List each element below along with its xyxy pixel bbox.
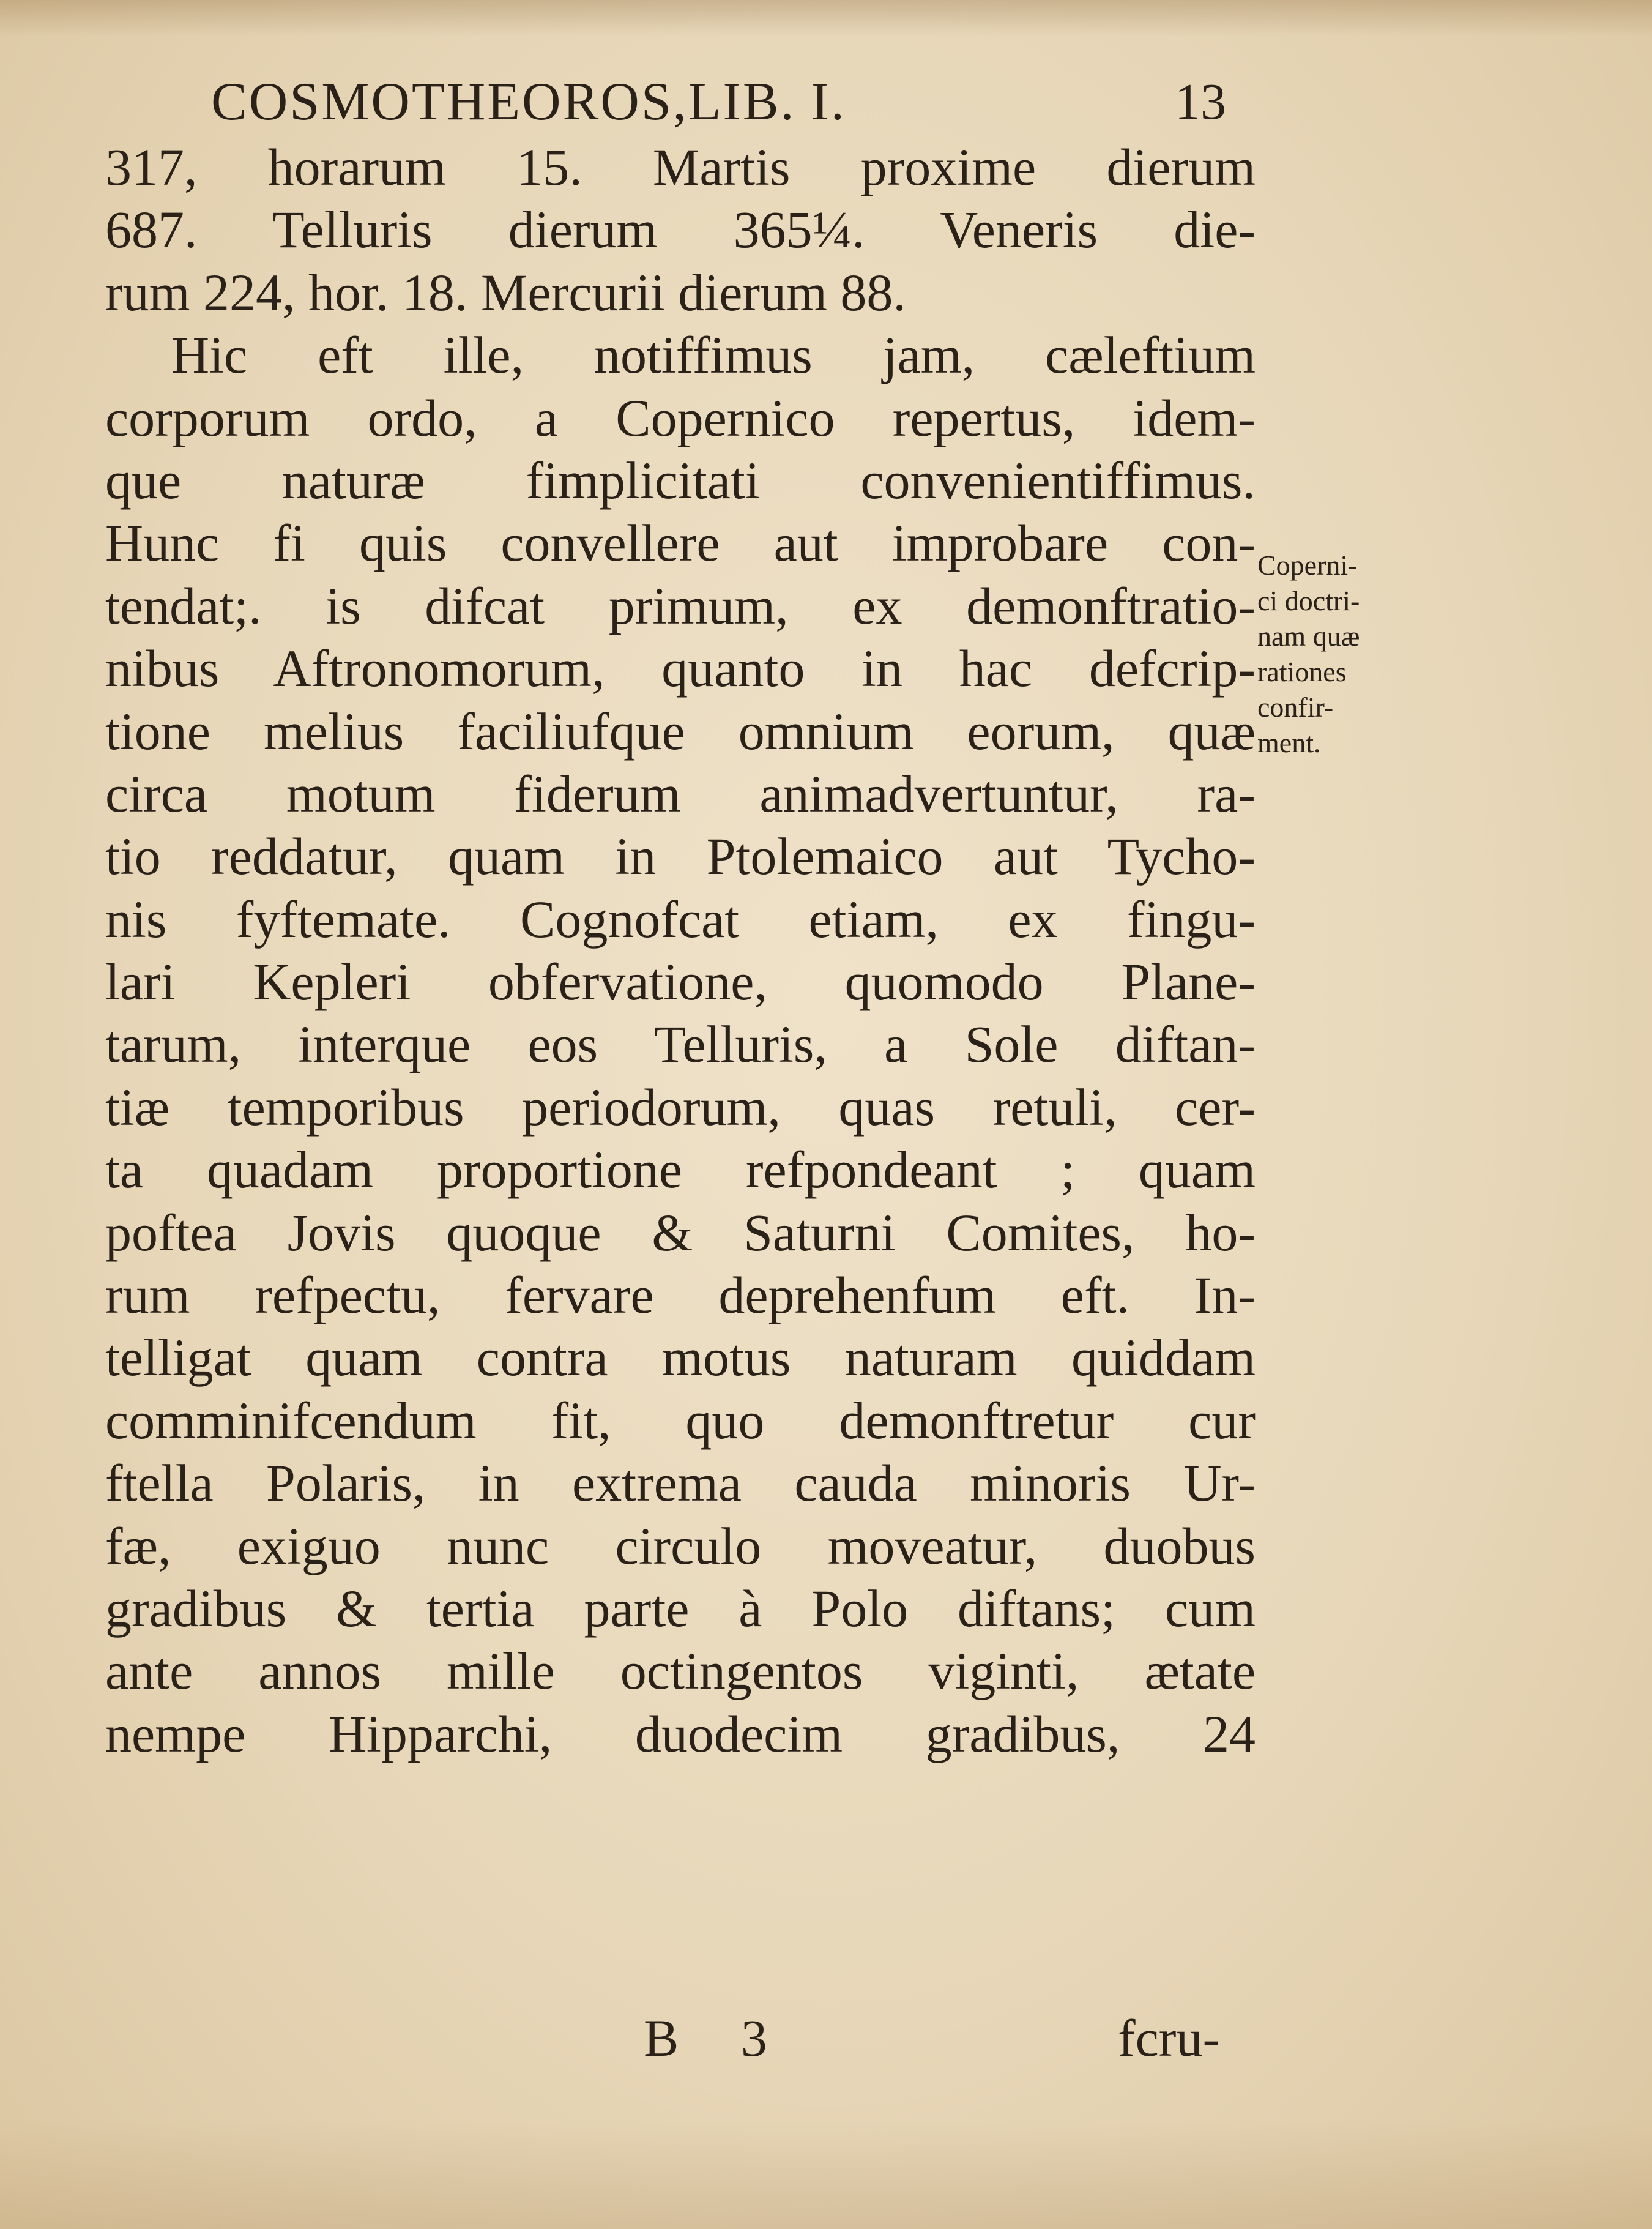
text-line: nempe Hipparchi, duodecim gradibus, 24 (105, 1704, 1256, 1763)
signature-mark: B 3 (644, 2009, 792, 2067)
text-line: tarum, interque eos Telluris, a Sole diftan- (105, 1015, 1256, 1074)
margin-note-line: ment. (1257, 727, 1321, 758)
text-line: circa motum fiderum animadvertuntur, ra- (105, 764, 1256, 823)
running-head (211, 69, 1251, 136)
text-line: rum refpectu, fervare deprehenfum eft. In- (105, 1266, 1256, 1325)
text-line: tendat;. is difcat primum, ex demonftratio- (105, 576, 1256, 635)
text-line: ta quadam proportione refpondeant ; quam (105, 1140, 1256, 1200)
margin-note (1257, 548, 1416, 761)
text-line: ante annos mille octingentos viginti, ætate (105, 1641, 1256, 1701)
page-edge-shadow-top (0, 0, 1652, 37)
text-line: Hunc fi quis convellere aut improbare con- (105, 513, 1256, 573)
footer-line (105, 2004, 1256, 2072)
text-line: tione melius faciliufque omnium eorum, quæ (105, 701, 1256, 761)
text-line: tiæ temporibus periodorum, quas retuli, cer- (105, 1077, 1256, 1137)
page-edge-shadow-bottom (0, 2119, 1652, 2229)
margin-note-line: nam quæ (1257, 621, 1360, 652)
text-line: nis fyftemate. Cognofcat etiam, ex fingu- (105, 889, 1256, 949)
catchword: fcru- (1118, 2009, 1221, 2067)
margin-note-line: rationes (1257, 656, 1347, 687)
text-line: 317, horarum 15. Martis proxime dierum (105, 138, 1256, 196)
margin-note-line: confir- (1257, 692, 1334, 723)
text-line: lari Kepleri obfervatione, quomodo Plane- (105, 952, 1256, 1012)
body-text (105, 136, 1256, 1765)
text-line: rum 224, hor. 18. Mercurii dierum 88. (105, 263, 906, 322)
page-number: 13 (1175, 73, 1226, 130)
text-line: 687. Telluris dierum 365¼. Veneris die- (105, 200, 1256, 259)
text-line: nibus Aftronomorum, quanto in hac defcrip- (105, 639, 1256, 698)
margin-note-line: Coperni- (1257, 550, 1358, 581)
running-head-title: COSMOTHEOROS,LIB. I. (211, 72, 846, 132)
text-line: corporum ordo, a Copernico repertus, idem- (105, 388, 1256, 447)
text-line: Hic eft ille, notiffimus jam, cæleftium (171, 326, 1256, 385)
text-line: ftella Polaris, in extrema cauda minoris Ur- (105, 1454, 1256, 1513)
text-line: telligat quam contra motus naturam quiddam (105, 1328, 1256, 1387)
text-line: fæ, exiguo nunc circulo moveatur, duobus (105, 1516, 1256, 1575)
margin-note-line: ci doctri- (1257, 585, 1360, 616)
text-line: poftea Jovis quoque & Saturni Comites, ho- (105, 1203, 1256, 1262)
text-line: tio reddatur, quam in Ptolemaico aut Tycho- (105, 827, 1256, 886)
text-line: gradibus & tertia parte à Polo diftans; cum (105, 1578, 1256, 1638)
text-line: comminifcendum fit, quo demonftretur cur (105, 1391, 1256, 1450)
text-line: que naturæ fimplicitati convenientiffimus. (105, 450, 1256, 510)
